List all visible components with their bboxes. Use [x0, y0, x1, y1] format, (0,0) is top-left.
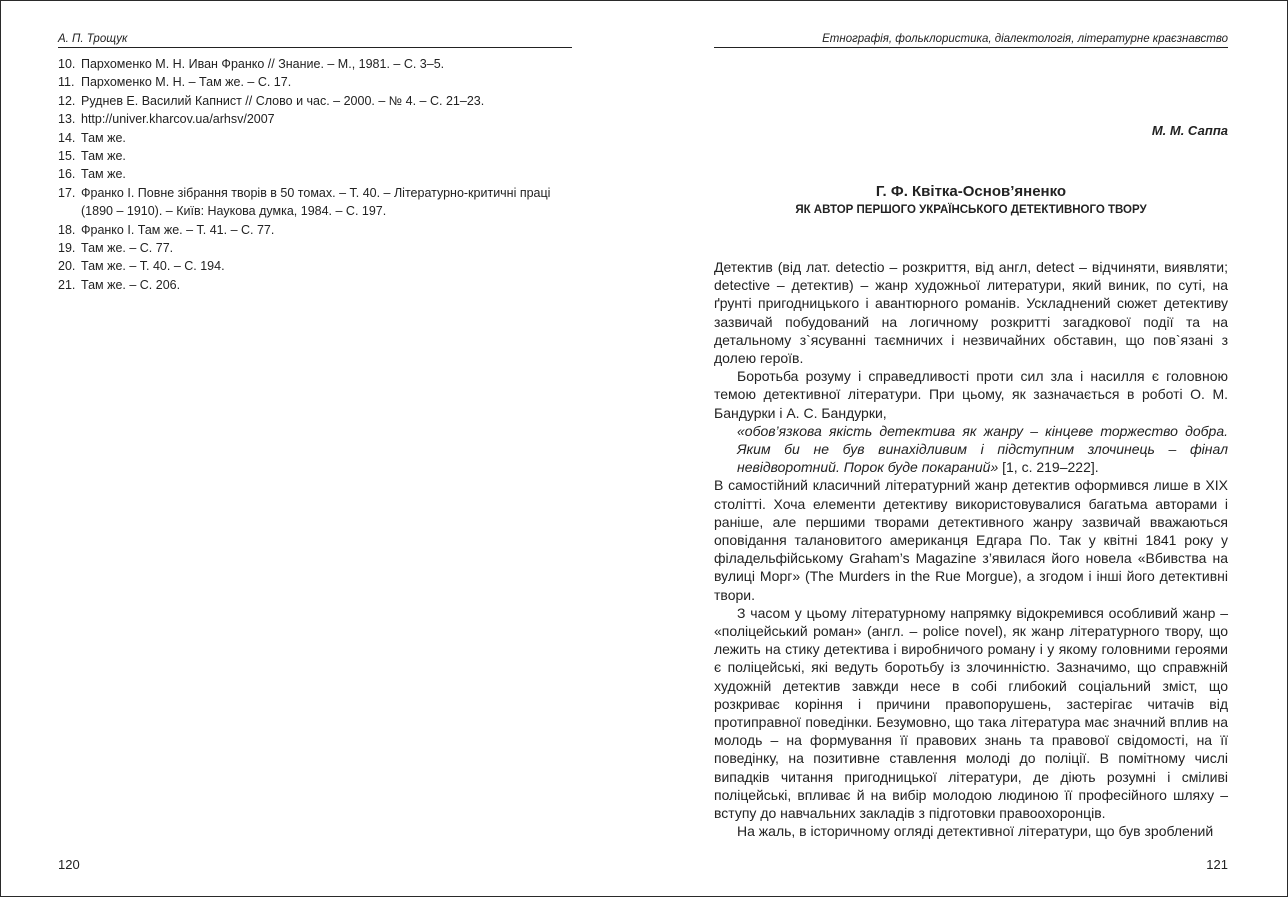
paragraph: З часом у цьому літературному напрямку відокремився особливий жанр – «поліцейський роман» (англ. – police novel), як жанр літературного твору, що лежить на стику детектива і виробничого роману і у якому головними героями є поліцейські, які ведуть боротьбу із злочинністю. Зазначимо, що справжній художній детектив завжди несе в собі глибокий соціальний зміст, що розкриває коріння і причини правопорушень, застерігає читачів від протиправної поведінки. Безумовно, що така література має значний вплив на молодь – на формування її правових знань та правової свідомості, на її поведінку, на позитивне ставлення молоді до поліції. В помітному числі випадків читання пригодницької літератури, де діють розумні і сміливі поліцейські, впливає й на вибір молодою людиною її професійного шляху – вступу до навчальних закладів з підготовки правоохоронців. [714, 604, 1228, 822]
page-number-left: 120 [58, 857, 80, 872]
reference-text: Пархоменко М. Н. – Там же. – С. 17. [81, 75, 292, 90]
quote-citation: [1, с. 219–222]. [998, 459, 1099, 476]
article-title: Г. Ф. Квітка-Основ’яненко [875, 183, 1067, 200]
reference-item [58, 257, 578, 275]
reference-text: Там же. – С. 206. [81, 277, 181, 292]
page-number-right: 121 [1206, 857, 1228, 872]
reference-number: 21. [58, 277, 76, 292]
reference-number: 16. [58, 167, 76, 182]
quote-text: «обов’язкова якість детектива як жанру – кінцеве торжество добра. Яким би не був винахідливим і підступним злочинець – фінал невідворотний. Порок буде покараний» [737, 422, 1228, 476]
reference-text: Франко І. Повне зібрання творів в 50 томах. – Т. 40. – Літературно-критичні праці (1890 – 1910). – Київ: Наукова думка, 1984. – С. 197. [81, 185, 551, 219]
reference-item [58, 184, 578, 221]
reference-text: Пархоменко М. Н. Иван Франко // Знание. – М., 1981. – С. 3–5. [81, 57, 445, 71]
reference-number: 15. [58, 149, 76, 164]
running-header-left: А. П. Трощук [58, 33, 572, 48]
reference-number: 13. [58, 112, 76, 127]
reference-number: 20. [58, 259, 76, 274]
reference-text: Франко І. Там же. – Т. 41. – С. 77. [81, 222, 275, 237]
reference-text: http://univer.kharcov.ua/arhsv/2007 [81, 112, 275, 127]
reference-number: 18. [58, 222, 76, 237]
article-author: М. М. Саппа [1151, 123, 1228, 138]
paragraph: На жаль, в історичному огляді детективної літератури, що був зроблений [737, 823, 1214, 840]
paragraph: Детектив (від лат. detectio – розкриття, від англ, detect – відчиняти, виявляти; detective – детектив) – жанр художньої литератури, який виник, по суті, на ґрунті пригодницького і авантюрного романів. Ускладнений сюжет детективу зазвичай побудований на логичному розкритті загадкової події та на детальному з`ясуванні таємничих і незвичайних обставин, що пов`язані з долею героїв. [714, 259, 1228, 367]
article-body [714, 258, 1228, 841]
reference-text: Там же. [81, 130, 126, 145]
paragraph: В самостійний класичний літературний жанр детектив оформився лише в XIX столітті. Хоча елементи детективу використовувалися багатьма авторами і раніше, але першими творами детективного жанру зазвичай вважаються оповідання талановитого американця Едгара По. Так у квітні 1841 року у філадельфійському Graham’s Magazine з’явилася його новела «Вбивства на вулиці Морг» (The Murders in the Rue Morgue), а згодом і інші його детективні твори. [714, 477, 1228, 603]
reference-number: 14. [58, 130, 76, 145]
reference-item [58, 276, 578, 294]
reference-item [58, 221, 578, 239]
reference-number: 10. [58, 57, 76, 71]
reference-list [58, 55, 578, 294]
reference-text: Там же. – Т. 40. – С. 194. [81, 259, 225, 274]
article-subtitle: ЯК АВТОР ПЕРШОГО УКРАЇНСЬКОГО ДЕТЕКТИВНОГО ТВОРУ [795, 204, 1147, 216]
reference-number: 19. [58, 241, 76, 256]
reference-number: 12. [58, 93, 76, 108]
block-quote [714, 422, 1228, 477]
reference-item [58, 92, 578, 110]
reference-text: Там же. [81, 167, 126, 182]
paragraph: Боротьба розуму і справедливості проти сил зла і насилля є головною темою детективної літератури. При цьому, як зазначається в роботі О. М. Бандурки і А. С. Бандурки, [714, 368, 1228, 421]
running-header-right: Етнографія, фольклористика, діалектологія, літературне краєзнавство [714, 33, 1228, 48]
reference-number: 17. [58, 185, 76, 200]
reference-number: 11. [58, 75, 75, 90]
reference-text: Там же. [81, 149, 126, 164]
reference-item [58, 129, 578, 147]
reference-item [58, 165, 578, 183]
reference-text: Руднев Е. Василий Капнист // Слово и час. – 2000. – № 4. – С. 21–23. [81, 93, 485, 108]
reference-item [58, 73, 578, 91]
reference-item [58, 110, 578, 128]
reference-item [58, 147, 578, 165]
reference-item [58, 239, 578, 257]
reference-text: Там же. – С. 77. [81, 241, 174, 256]
reference-item [58, 55, 578, 73]
